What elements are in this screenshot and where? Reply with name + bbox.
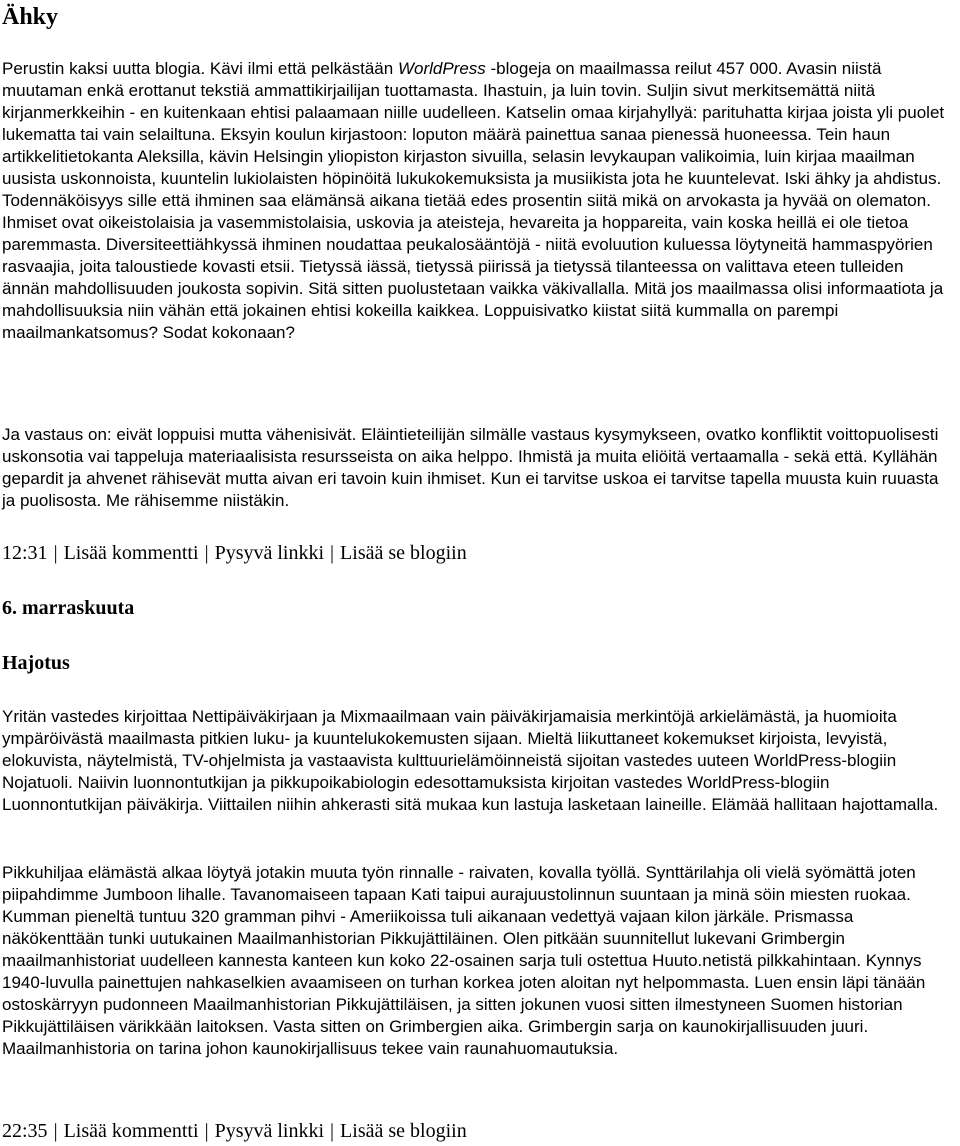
- meta-separator: |: [330, 1120, 335, 1142]
- post-time-link[interactable]: 22:35: [2, 1120, 48, 1142]
- paragraph-text: Perustin kaksi uutta blogia. Kävi ilmi että pelkästään: [2, 59, 398, 78]
- post-paragraph: Pikkuhiljaa elämästä alkaa löytyä jotakin muuta työn rinnalle - raivaten, kovalla työllä. Synttärilahja oli vielä syömättä joten piipahdimme Jumboon lihalle. Tavanomaiseen tapaan Kati taipui aurajuustolinnun suuntaan ja minä söin miesten ruokaa. Kumman pieneltä tuntuu 320 gramman pihvi - Ameriikoissa tuli aikanaan vedettyä vajaan kilon järkäle. Prismassa näkökenttään tunki uutukainen Maailmanhistorian Pikkujättiläinen. Olen pitkään suunnitellut lukevani Grimbergin maailmanhistoriat uudelleen kannesta kanteen kun koko 22-osainen sarja tuli ostettua Huuto.netistä pilkkahintaan. Kynnys 1940-luvulla painettujen nahkaselkien avaamiseen on turhan korkea joten aloitan nyt helpommasta. Luen ensin läpi tänään ostoskärryyn pudonneen Maailmanhistorian Pikkujättiläisen, ja sitten jokunen vuosi sitten ilmestyneen Suomen historian Pikkujättiläisen värikkään laitoksen. Vasta sitten on Grimbergien aika. Grimbergin sarja on kaunokirjallisuuden juuri. Maailmanhistoria on tarina johon kaunokirjallisuus tekee vain raunahuomautuksia.: [2, 863, 926, 1058]
- permalink-link[interactable]: Pysyvä linkki: [214, 542, 325, 564]
- post-title: Ähky: [2, 4, 59, 30]
- meta-separator: |: [204, 542, 209, 564]
- add-to-blog-link[interactable]: Lisää se blogiin: [340, 1120, 467, 1142]
- post-title: Hajotus: [2, 652, 70, 674]
- paragraph-emphasis: WorldPress: [397, 59, 486, 78]
- meta-separator: |: [204, 1120, 209, 1142]
- meta-separator: |: [330, 542, 335, 564]
- add-to-blog-link[interactable]: Lisää se blogiin: [340, 542, 467, 564]
- date-heading: 6. marraskuuta: [2, 597, 135, 619]
- meta-separator: |: [53, 542, 58, 564]
- add-comment-link[interactable]: Lisää kommentti: [63, 1120, 199, 1142]
- post-paragraph: [2, 58, 950, 344]
- paragraph-text: -blogeja on maailmassa reilut 457 000. Avasin niistä muutaman enkä erottanut tekstiä ammattikirjailijan tuottamasta. Ihastuin, ja luin tovin. Suljin sivut merkitsemättä niitä kirjanmerkkeihin - en kuitenkaan ehtisi palaamaan niille uudelleen. Katselin omaa kirjahyllyä: parituhatta kirjaa joista yli puolet lukematta tai vain selailtuna. Eksyin koulun kirjastoon: loputon määrä painettua sanaa pienessä huoneessa. Tein haun artikkelitietokanta Aleksilla, kävin Helsingin yliopiston kirjaston sivuilla, selasin levykaupan valikoimia, luin kirjaa maailman uusista uskonnoista, kuuntelin lukiolaisten höpinöitä lukukokemuksista ja musiikista jota he kuuntelevat. Iski ähky ja ahdistus. Todennäköisyys sille että ihminen saa elämänsä aikana tietää edes prosentin siitä mikä on arvokasta ja hyvää on olematon. Ihmiset ovat oikeistolaisia ja vasemmistolaisia, uskovia ja ateisteja, hevareita ja hoppareita, vain koska heillä ei ole tietoa paremmasta. Diversiteettiähkyssä ihminen noudattaa peukalosääntöjä - niitä evoluution kuluessa löytyneitä hammaspyörien rasvaajia, joita taloustiede kovasti etsii. Tietyssä iässä, tietyssä piirissä ja tietyssä tilanteessa on valittava eteen tulleiden ännän mahdollisuuden joukosta sopivin. Sitä sitten puolustetaan vaikka väkivallalla. Mitä jos maailmassa olisi informaatiota ja mahdollisuuksia niin vähän että jokainen ehtisi kokeilla kaikkea. Loppuisivatko kiistat siitä kummalla on parempi maailmankatsomus? Sodat kokonaan?: [2, 59, 945, 342]
- post-meta-bar: [2, 540, 467, 566]
- post-meta-bar: [2, 1118, 467, 1144]
- post-paragraph: Yritän vastedes kirjoittaa Nettipäiväkirjaan ja Mixmaailmaan vain päiväkirjamaisia merkintöjä arkielämästä, ja huomioita ympäröivästä maailmasta pitkien luku- ja kuuntelukokemusten sijaan. Mieltä liikuttaneet kokemukset kirjoista, levyistä, elokuvista, näytelmistä, TV-ohjelmista ja vastaavista kulttuurielämöinneistä sijoitan vastedes uuteen WorldPress-blogiin Nojatuoli. Naiivin luonnontutkijan ja pikkupoikabiologin edesottamuksista kirjoitan vastedes WorldPress-blogiin Luonnontutkijan päiväkirja. Viittailen niihin ahkerasti sitä mukaa kun lastuja lasketaan laineille. Elämää hallitaan hajottamalla.: [2, 707, 939, 814]
- permalink-link[interactable]: Pysyvä linkki: [214, 1120, 325, 1142]
- meta-separator: |: [53, 1120, 58, 1142]
- add-comment-link[interactable]: Lisää kommentti: [63, 542, 199, 564]
- post-time-link[interactable]: 12:31: [2, 542, 48, 564]
- post-paragraph: Ja vastaus on: eivät loppuisi mutta vähenisivät. Eläintieteilijän silmälle vastaus kysymykseen, ovatko konfliktit voittopuolisesti uskonsotia vai tappeluja materiaalisista resursseista on aika helppo. Ihmistä ja muita eliöitä vertaamalla - sekä että. Kyllähän gepardit ja ahvenet rähisevät mutta aivan eri tavoin kuin ihmiset. Kun ei tarvitse uskoa ei tarvitse tapella muusta kuin ruuasta ja puolisosta. Me rähisemme niistäkin.: [2, 425, 939, 510]
